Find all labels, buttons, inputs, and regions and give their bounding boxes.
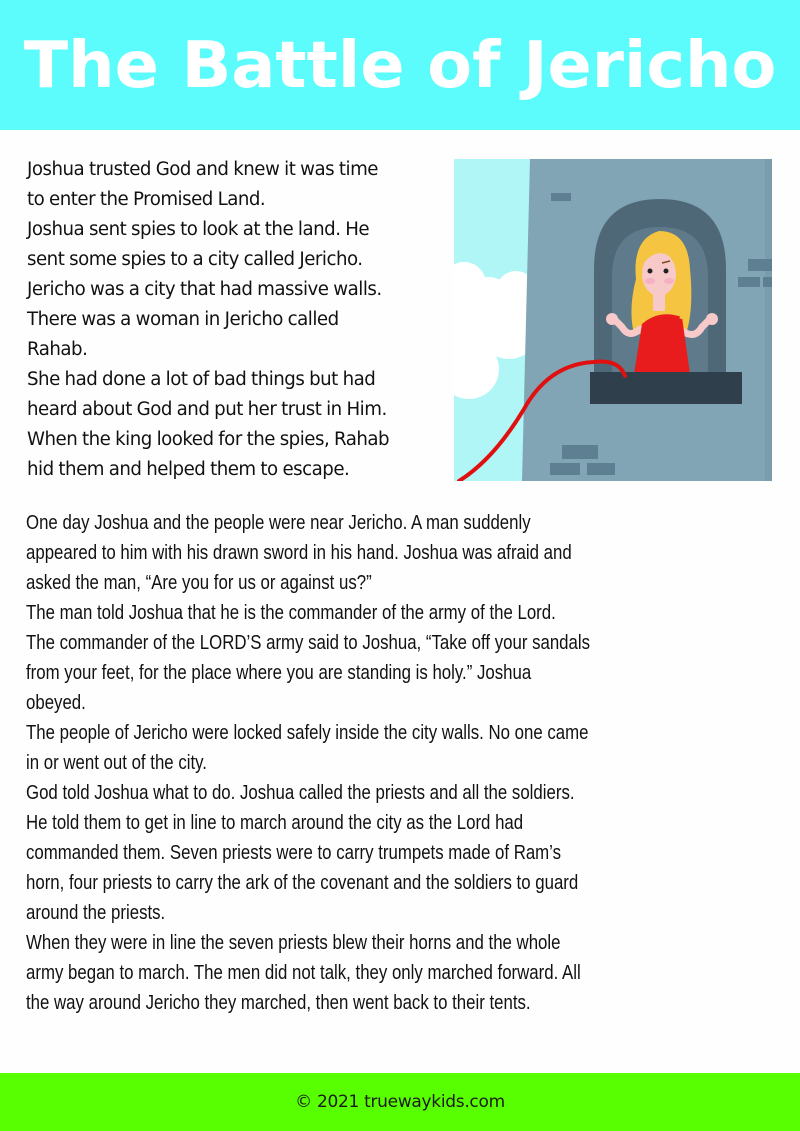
text-line: to enter the Promised Land. xyxy=(27,189,266,210)
title-banner xyxy=(0,0,800,130)
text-line: sent some spies to a city called Jericho. xyxy=(27,249,363,270)
text-line: Rahab. xyxy=(27,339,88,360)
text-line: The people of Jericho were locked safely inside the city walls. No one came xyxy=(26,721,589,744)
text-line: One day Joshua and the people were near Jericho. A man suddenly xyxy=(26,511,531,534)
text-line: Joshua trusted God and knew it was time xyxy=(27,159,378,180)
text-line: The commander of the LORD’S army said to Joshua, “Take off your sandals xyxy=(26,631,591,654)
intro-paragraph xyxy=(27,155,447,485)
text-line: The man told Joshua that he is the commander of the army of the Lord. xyxy=(26,601,556,624)
page-title: The Battle of Jericho xyxy=(23,29,777,103)
story-paragraph xyxy=(26,508,786,1018)
text-line: God told Joshua what to do. Joshua called the priests and all the soldiers. xyxy=(26,781,575,804)
text-line: horn, four priests to carry the ark of the covenant and the soldiers to guard xyxy=(26,871,579,894)
text-line: Jericho was a city that had massive walls. xyxy=(27,279,382,300)
text-line: heard about God and put her trust in Him. xyxy=(27,399,387,420)
text-line: commanded them. Seven priests were to carry trumpets made of Ram’s xyxy=(26,841,562,864)
text-line: around the priests. xyxy=(26,901,166,924)
text-line: She had done a lot of bad things but had xyxy=(27,369,376,390)
footer-bar xyxy=(0,1073,800,1131)
text-line: appeared to him with his drawn sword in his hand. Joshua was afraid and xyxy=(26,541,572,564)
text-line: the way around Jericho they marched, then went back to their tents. xyxy=(26,991,531,1014)
rahab-window-image xyxy=(454,159,772,481)
text-line: obeyed. xyxy=(26,691,86,714)
text-line: Joshua sent spies to look at the land. He xyxy=(27,219,370,240)
rahab-tower-illustration xyxy=(454,159,772,481)
copyright-text: © 2021 truewaykids.com xyxy=(295,1092,505,1112)
text-line: When the king looked for the spies, Rahab xyxy=(27,429,390,450)
text-line: When they were in line the seven priests blew their horns and the whole xyxy=(26,931,561,954)
text-line: He told them to get in line to march around the city as the Lord had xyxy=(26,811,524,834)
text-line: hid them and helped them to escape. xyxy=(27,459,350,480)
text-line: asked the man, “Are you for us or against us?” xyxy=(26,571,372,594)
text-line: army began to march. The men did not talk, they only marched forward. All xyxy=(26,961,581,984)
text-line: in or went out of the city. xyxy=(26,751,207,774)
text-line: from your feet, for the place where you are standing is holy.” Joshua xyxy=(26,661,532,684)
text-line: There was a woman in Jericho called xyxy=(27,309,339,330)
